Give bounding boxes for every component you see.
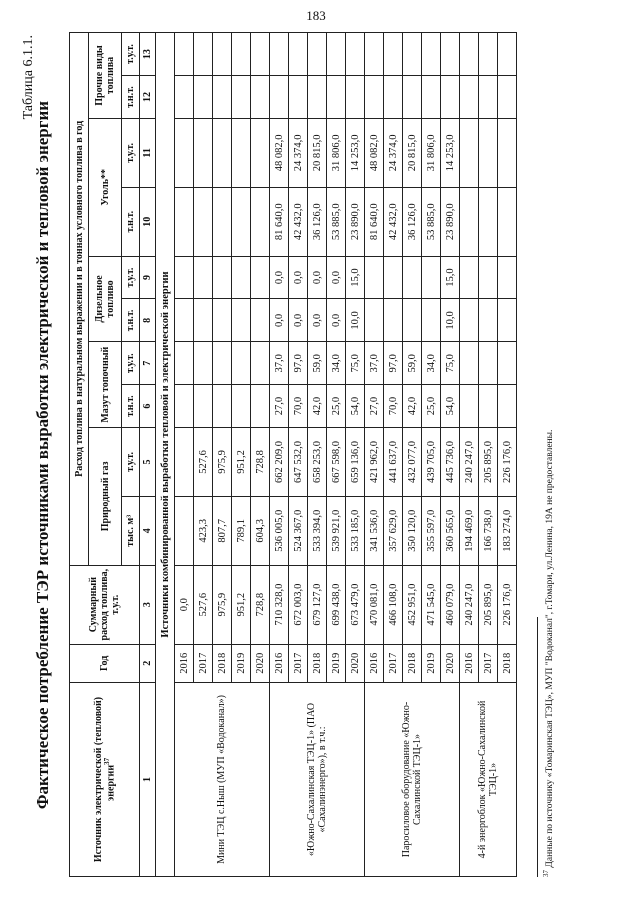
value-cell: [460, 187, 479, 256]
page-number: 183: [306, 8, 326, 23]
value-cell: 0,0: [289, 299, 308, 342]
value-cell: 658 253,0: [308, 428, 327, 497]
value-cell: 527,6: [194, 565, 213, 644]
value-cell: [479, 33, 498, 76]
year-cell: 2019: [232, 644, 251, 682]
value-cell: [403, 299, 422, 342]
value-cell: [213, 299, 232, 342]
value-cell: 951,2: [232, 565, 251, 644]
value-cell: [194, 299, 213, 342]
value-cell: [213, 33, 232, 76]
value-cell: [175, 76, 194, 119]
value-cell: 25,0: [422, 385, 441, 428]
value-cell: 59,0: [403, 342, 422, 385]
value-cell: 37,0: [365, 342, 384, 385]
value-cell: 789,1: [232, 496, 251, 565]
source-name-cell: 4-й энергоблок «Южно-Сахалинской ТЭЦ-1»: [460, 682, 517, 876]
value-cell: [251, 385, 270, 428]
header-consumption: Расход топлива в натуральном выражении и в тоннах условного топлива в год: [70, 33, 89, 566]
value-cell: 357 629,0: [384, 496, 403, 565]
value-cell: [232, 76, 251, 119]
value-cell: [194, 256, 213, 299]
value-cell: 42,0: [403, 385, 422, 428]
value-cell: [460, 385, 479, 428]
year-cell: 2020: [346, 644, 365, 682]
value-cell: [232, 118, 251, 187]
value-cell: 0,0: [308, 256, 327, 299]
value-cell: [460, 256, 479, 299]
value-cell: 53 885,0: [422, 187, 441, 256]
value-cell: [194, 33, 213, 76]
value-cell: [365, 299, 384, 342]
year-cell: 2018: [308, 644, 327, 682]
footnote-text: Данные по источнику «Томаринская ТЭЦ», МУП "Водоканал", г.Томари, ул.Ленина, 19А не предоставлены.: [545, 429, 556, 868]
value-cell: [251, 33, 270, 76]
value-cell: [232, 299, 251, 342]
value-cell: 360 565,0: [441, 496, 460, 565]
value-cell: 432 077,0: [403, 428, 422, 497]
value-cell: [175, 33, 194, 76]
value-cell: [270, 76, 289, 119]
value-cell: [327, 76, 346, 119]
value-cell: 710 328,0: [270, 565, 289, 644]
source-name-cell: Мини ТЭЦ с.Ныш (МУП «Водоканал»): [175, 682, 270, 876]
value-cell: [384, 256, 403, 299]
value-cell: 0,0: [270, 299, 289, 342]
value-cell: [251, 187, 270, 256]
value-cell: 466 108,0: [384, 565, 403, 644]
value-cell: [479, 385, 498, 428]
value-cell: 31 806,0: [327, 118, 346, 187]
value-cell: [460, 33, 479, 76]
value-cell: [498, 187, 517, 256]
value-cell: 975,9: [213, 565, 232, 644]
value-cell: 24 374,0: [289, 118, 308, 187]
value-cell: [308, 33, 327, 76]
value-cell: 539 921,0: [327, 496, 346, 565]
value-cell: 75,0: [441, 342, 460, 385]
value-cell: [441, 33, 460, 76]
value-cell: [403, 256, 422, 299]
value-cell: [365, 33, 384, 76]
value-cell: 42 432,0: [384, 187, 403, 256]
value-cell: [460, 342, 479, 385]
value-cell: 445 736,0: [441, 428, 460, 497]
value-cell: 25,0: [327, 385, 346, 428]
value-cell: 23 890,0: [346, 187, 365, 256]
value-cell: [251, 118, 270, 187]
value-cell: 441 637,0: [384, 428, 403, 497]
value-cell: 423,3: [194, 496, 213, 565]
value-cell: 205 895,0: [479, 565, 498, 644]
value-cell: [308, 76, 327, 119]
value-cell: [213, 256, 232, 299]
value-cell: 34,0: [327, 342, 346, 385]
value-cell: [232, 385, 251, 428]
value-cell: 728,8: [251, 428, 270, 497]
table-row: [365, 33, 384, 877]
value-cell: [175, 428, 194, 497]
header-fuel-gas: Природный газ: [89, 428, 122, 566]
value-cell: [232, 256, 251, 299]
year-cell: 2016: [365, 644, 384, 682]
value-cell: 807,7: [213, 496, 232, 565]
value-cell: [479, 187, 498, 256]
table-row: [270, 33, 289, 877]
header-unit: т.у.т.: [122, 428, 140, 497]
value-cell: [479, 118, 498, 187]
value-cell: 81 640,0: [365, 187, 384, 256]
value-cell: 15,0: [441, 256, 460, 299]
value-cell: [175, 299, 194, 342]
year-cell: 2018: [498, 644, 517, 682]
value-cell: 527,6: [194, 428, 213, 497]
header-year: Год: [70, 644, 140, 682]
value-cell: 70,0: [289, 385, 308, 428]
source-name-cell: Паросиловое оборудование «Южно-Сахалинской ТЭЦ-1»: [365, 682, 460, 876]
value-cell: 20 815,0: [308, 118, 327, 187]
value-cell: 672 003,0: [289, 565, 308, 644]
value-cell: 951,2: [232, 428, 251, 497]
value-cell: [194, 118, 213, 187]
year-cell: 2017: [479, 644, 498, 682]
rotated-page-content: [17, 25, 617, 885]
value-cell: [232, 342, 251, 385]
value-cell: [498, 33, 517, 76]
value-cell: [498, 299, 517, 342]
value-cell: [498, 385, 517, 428]
header-column-number: 4: [140, 496, 156, 565]
value-cell: 975,9: [213, 428, 232, 497]
value-cell: 34,0: [422, 342, 441, 385]
value-cell: 662 209,0: [270, 428, 289, 497]
value-cell: [232, 33, 251, 76]
header-column-number: 11: [140, 118, 156, 187]
value-cell: 97,0: [289, 342, 308, 385]
value-cell: [175, 496, 194, 565]
table-caption: Таблица 6.1.1.: [21, 35, 36, 120]
header-unit: т.н.т.: [122, 385, 140, 428]
value-cell: [270, 33, 289, 76]
value-cell: 20 815,0: [403, 118, 422, 187]
value-cell: [384, 76, 403, 119]
value-cell: 667 598,0: [327, 428, 346, 497]
value-cell: 0,0: [175, 565, 194, 644]
value-cell: [175, 342, 194, 385]
value-cell: [175, 187, 194, 256]
value-cell: 452 951,0: [403, 565, 422, 644]
header-fuel-other: Прочие виды топлива: [89, 33, 122, 119]
value-cell: [327, 33, 346, 76]
value-cell: 36 126,0: [308, 187, 327, 256]
value-cell: [194, 76, 213, 119]
value-cell: 679 127,0: [308, 565, 327, 644]
value-cell: 0,0: [327, 256, 346, 299]
value-cell: [175, 385, 194, 428]
header-unit: т.у.т.: [122, 118, 140, 187]
header-column-number: 8: [140, 299, 156, 342]
value-cell: 439 705,0: [422, 428, 441, 497]
value-cell: [365, 76, 384, 119]
header-unit: т.н.т.: [122, 187, 140, 256]
value-cell: [194, 385, 213, 428]
header-column-number: 6: [140, 385, 156, 428]
value-cell: 533 185,0: [346, 496, 365, 565]
value-cell: 205 895,0: [479, 428, 498, 497]
header-column-number: 12: [140, 76, 156, 119]
value-cell: [498, 342, 517, 385]
value-cell: [422, 256, 441, 299]
value-cell: 31 806,0: [422, 118, 441, 187]
year-cell: 2020: [251, 644, 270, 682]
value-cell: [213, 187, 232, 256]
value-cell: [441, 76, 460, 119]
value-cell: [251, 76, 270, 119]
value-cell: 240 247,0: [460, 565, 479, 644]
value-cell: 0,0: [270, 256, 289, 299]
header-source: Источник электрической (тепловой) энергии$^{37}$: [70, 682, 140, 876]
year-cell: 2019: [327, 644, 346, 682]
header-column-number: 2: [140, 644, 156, 682]
header-column-number: 1: [140, 682, 156, 876]
header-total: Суммарный расход топлива, т.у.т.: [70, 565, 140, 644]
footnote-divider: [537, 617, 538, 877]
section-row: [156, 33, 175, 877]
value-cell: [384, 299, 403, 342]
value-cell: 355 597,0: [422, 496, 441, 565]
value-cell: [403, 76, 422, 119]
value-cell: [498, 76, 517, 119]
value-cell: [422, 299, 441, 342]
year-cell: 2018: [403, 644, 422, 682]
header-unit: т.н.т.: [122, 76, 140, 119]
value-cell: 54,0: [441, 385, 460, 428]
value-cell: [422, 33, 441, 76]
year-cell: 2017: [289, 644, 308, 682]
page-title: Фактическое потребление ТЭР источниками выработки электрической и тепловой энергии: [33, 100, 52, 810]
header-column-number: 5: [140, 428, 156, 497]
year-cell: 2019: [422, 644, 441, 682]
value-cell: 0,0: [308, 299, 327, 342]
value-cell: 536 005,0: [270, 496, 289, 565]
value-cell: 59,0: [308, 342, 327, 385]
year-cell: 2016: [460, 644, 479, 682]
table-row: [175, 33, 194, 877]
year-cell: 2017: [194, 644, 213, 682]
value-cell: 604,3: [251, 496, 270, 565]
value-cell: [422, 76, 441, 119]
value-cell: [479, 299, 498, 342]
value-cell: 48 082,0: [270, 118, 289, 187]
value-cell: 240 247,0: [460, 428, 479, 497]
value-cell: 27,0: [365, 385, 384, 428]
value-cell: 699 438,0: [327, 565, 346, 644]
header-fuel-coal: Уголь**: [89, 118, 122, 256]
value-cell: 341 536,0: [365, 496, 384, 565]
year-cell: 2016: [175, 644, 194, 682]
value-cell: 24 374,0: [384, 118, 403, 187]
value-cell: 470 081,0: [365, 565, 384, 644]
source-name-cell: «Южно-Сахалинская ТЭЦ-1» (ПАО «Сахалинэнерго»), в т.ч.:: [270, 682, 365, 876]
value-cell: [213, 76, 232, 119]
header-fuel-diesel: Дизельное топливо: [89, 256, 122, 342]
value-cell: 48 082,0: [365, 118, 384, 187]
value-cell: [346, 33, 365, 76]
value-cell: 54,0: [346, 385, 365, 428]
value-cell: 15,0: [346, 256, 365, 299]
value-cell: 42,0: [308, 385, 327, 428]
header-unit: т.у.т.: [122, 33, 140, 76]
value-cell: 23 890,0: [441, 187, 460, 256]
header-column-number: 10: [140, 187, 156, 256]
year-cell: 2016: [270, 644, 289, 682]
value-cell: 421 962,0: [365, 428, 384, 497]
header-column-number: 3: [140, 565, 156, 644]
value-cell: 471 545,0: [422, 565, 441, 644]
value-cell: 194 469,0: [460, 496, 479, 565]
year-cell: 2018: [213, 644, 232, 682]
value-cell: 14 253,0: [346, 118, 365, 187]
value-cell: [213, 118, 232, 187]
value-cell: [175, 118, 194, 187]
header-fuel-mazut: Мазут топочный: [89, 342, 122, 428]
value-cell: [194, 187, 213, 256]
fuel-consumption-table: [69, 32, 517, 877]
value-cell: 97,0: [384, 342, 403, 385]
value-cell: 70,0: [384, 385, 403, 428]
section-title: Источники комбинированной выработки тепловой и электрической энергии: [156, 33, 175, 877]
header-unit: тыс. м³: [122, 496, 140, 565]
value-cell: 53 885,0: [327, 187, 346, 256]
value-cell: [479, 256, 498, 299]
footnote-mark: 37: [542, 870, 550, 877]
value-cell: [251, 342, 270, 385]
value-cell: 226 176,0: [498, 428, 517, 497]
value-cell: 14 253,0: [441, 118, 460, 187]
value-cell: 226 176,0: [498, 565, 517, 644]
value-cell: [232, 187, 251, 256]
value-cell: 0,0: [327, 299, 346, 342]
value-cell: [194, 342, 213, 385]
value-cell: 81 640,0: [270, 187, 289, 256]
header-unit: т.н.т.: [122, 299, 140, 342]
value-cell: 37,0: [270, 342, 289, 385]
value-cell: [479, 342, 498, 385]
value-cell: [460, 118, 479, 187]
value-cell: 183 274,0: [498, 496, 517, 565]
value-cell: [365, 256, 384, 299]
value-cell: 36 126,0: [403, 187, 422, 256]
value-cell: [251, 256, 270, 299]
value-cell: [479, 76, 498, 119]
value-cell: 533 394,0: [308, 496, 327, 565]
value-cell: [289, 33, 308, 76]
value-cell: 27,0: [270, 385, 289, 428]
value-cell: 647 532,0: [289, 428, 308, 497]
value-cell: [460, 76, 479, 119]
header-column-number: 9: [140, 256, 156, 299]
value-cell: [289, 76, 308, 119]
value-cell: 10,0: [441, 299, 460, 342]
value-cell: [251, 299, 270, 342]
value-cell: 75,0: [346, 342, 365, 385]
value-cell: 350 120,0: [403, 496, 422, 565]
value-cell: 42 432,0: [289, 187, 308, 256]
footnote: [537, 47, 555, 877]
value-cell: [213, 342, 232, 385]
value-cell: [498, 118, 517, 187]
value-cell: 728,8: [251, 565, 270, 644]
value-cell: 659 136,0: [346, 428, 365, 497]
header-column-number: 7: [140, 342, 156, 385]
value-cell: [213, 385, 232, 428]
value-cell: 166 738,0: [479, 496, 498, 565]
table-body: [156, 33, 517, 877]
value-cell: [384, 33, 403, 76]
header-unit: т.у.т.: [122, 342, 140, 385]
header-column-number: 13: [140, 33, 156, 76]
value-cell: 524 367,0: [289, 496, 308, 565]
value-cell: 460 079,0: [441, 565, 460, 644]
year-cell: 2020: [441, 644, 460, 682]
year-cell: 2017: [384, 644, 403, 682]
value-cell: 10,0: [346, 299, 365, 342]
value-cell: [346, 76, 365, 119]
value-cell: 673 479,0: [346, 565, 365, 644]
table-row: [460, 33, 479, 877]
table-header: [70, 33, 156, 877]
value-cell: [460, 299, 479, 342]
value-cell: 0,0: [289, 256, 308, 299]
value-cell: [403, 33, 422, 76]
value-cell: [175, 256, 194, 299]
value-cell: [498, 256, 517, 299]
header-unit: т.у.т.: [122, 256, 140, 299]
